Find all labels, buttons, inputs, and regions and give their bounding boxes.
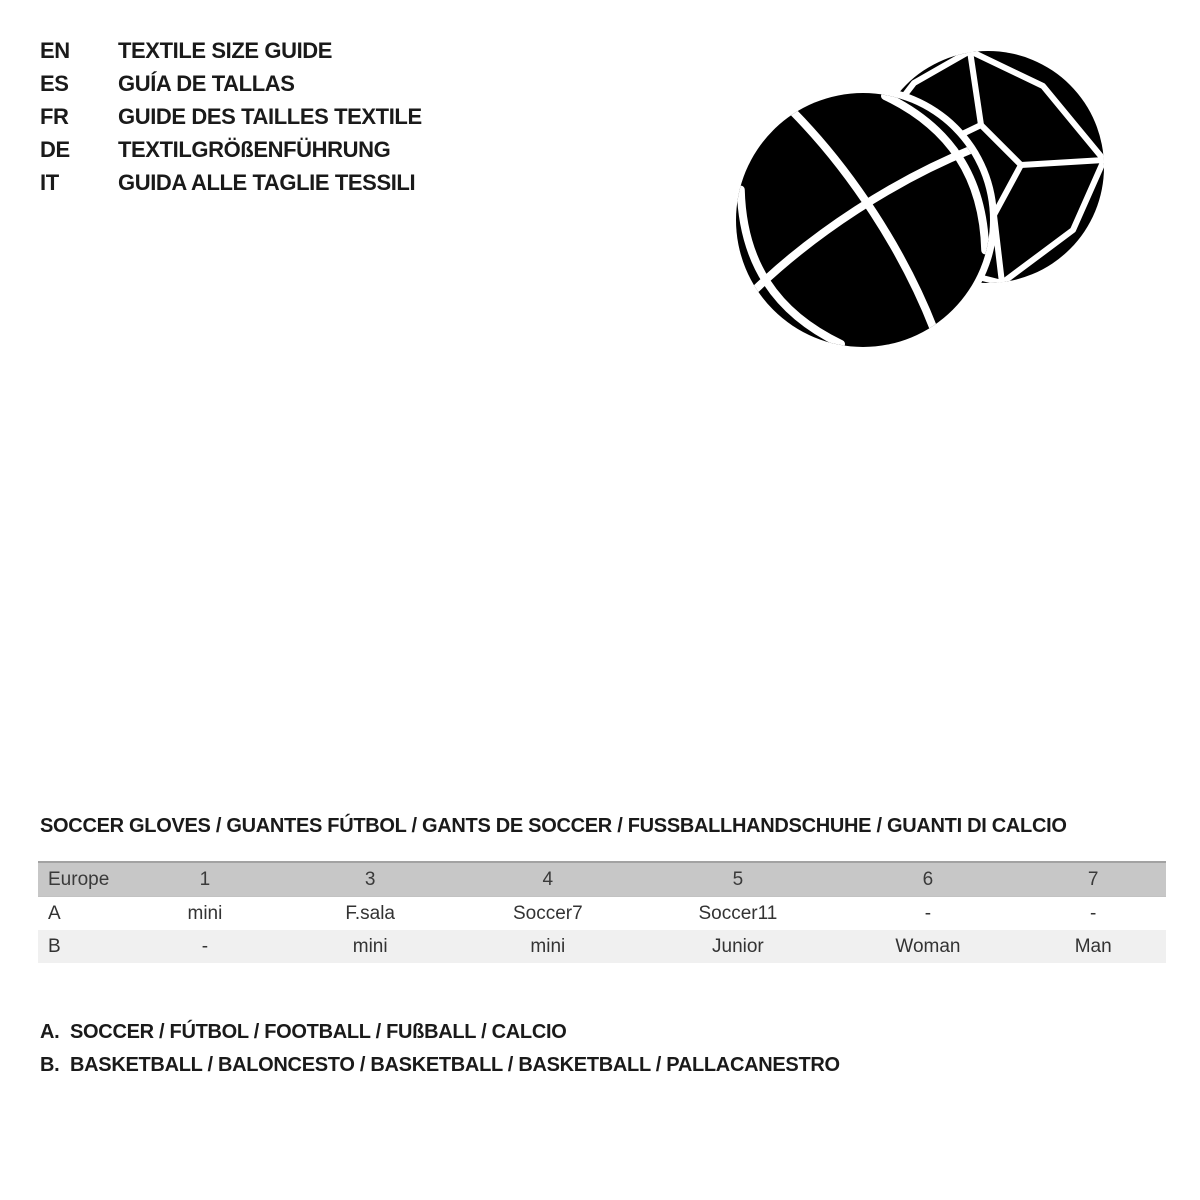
size-table: [38, 861, 1166, 963]
size-table-header-cell: 4: [455, 862, 640, 897]
size-table-cell: Junior: [712, 935, 764, 957]
size-table-cell: Soccer11: [698, 902, 778, 924]
size-table-header-cell: 6: [835, 862, 1020, 897]
guide-title: TEXTILE SIZE GUIDE: [118, 37, 333, 63]
size-table-cell: Man: [1074, 935, 1112, 957]
size-table-row-b: [38, 930, 1166, 963]
language-code: FR: [40, 103, 69, 129]
legend-key: A.: [40, 1021, 60, 1043]
size-table-header-cell: Europe: [38, 862, 125, 897]
size-table-header-row: [38, 862, 1166, 897]
size-table-cell: -: [201, 935, 209, 957]
legend-item-a: [40, 1016, 840, 1049]
language-code: EN: [40, 37, 70, 63]
guide-title: GUIDE DES TAILLES TEXTILE: [118, 103, 422, 129]
size-table-cell: mini: [187, 902, 223, 924]
size-table-header-cell: 5: [640, 862, 835, 897]
guide-title: GUIDA ALLE TAGLIE TESSILI: [118, 169, 416, 195]
size-table-title: SOCCER GLOVES / GUANTES FÚTBOL / GANTS DE SOCCER / FUSSBALLHANDSCHUHE / GUANTI DI CALCIO: [40, 815, 1067, 837]
legend-key: B.: [40, 1054, 60, 1076]
row-label: B: [48, 935, 61, 957]
balls-illustration: [733, 42, 1113, 357]
legend-text: SOCCER / FÚTBOL / FOOTBALL / FUßBALL / CALCIO: [70, 1021, 567, 1043]
language-row-fr: [40, 100, 422, 133]
legend-text: BASKETBALL / BALONCESTO / BASKETBALL / BASKETBALL / PALLACANESTRO: [70, 1054, 840, 1076]
language-title-list: [40, 34, 422, 199]
size-table-header-cell: 7: [1020, 862, 1166, 897]
size-table-header-cell: 1: [125, 862, 285, 897]
row-label: A: [48, 902, 61, 924]
language-code: DE: [40, 136, 70, 162]
size-table-cell: F.sala: [345, 902, 395, 924]
size-table-cell: -: [924, 902, 932, 924]
size-table-cell: -: [1090, 902, 1097, 924]
language-row-es: [40, 67, 422, 100]
size-table-cell: Soccer7: [512, 902, 583, 924]
guide-title: GUÍA DE TALLAS: [118, 70, 295, 96]
language-row-it: [40, 166, 422, 199]
size-table-row-a: [38, 897, 1166, 931]
language-row-de: [40, 133, 422, 166]
size-table-header-cell: 3: [285, 862, 455, 897]
legend-item-b: [40, 1049, 840, 1082]
size-table-cell: mini: [352, 935, 388, 957]
language-code: ES: [40, 70, 69, 96]
guide-title: TEXTILGRÖßENFÜHRUNG: [118, 136, 391, 162]
size-table-cell: Woman: [895, 935, 961, 957]
size-table-cell: mini: [530, 935, 566, 957]
language-code: IT: [40, 169, 59, 195]
legend: [40, 1016, 840, 1082]
language-row-en: [40, 34, 422, 67]
